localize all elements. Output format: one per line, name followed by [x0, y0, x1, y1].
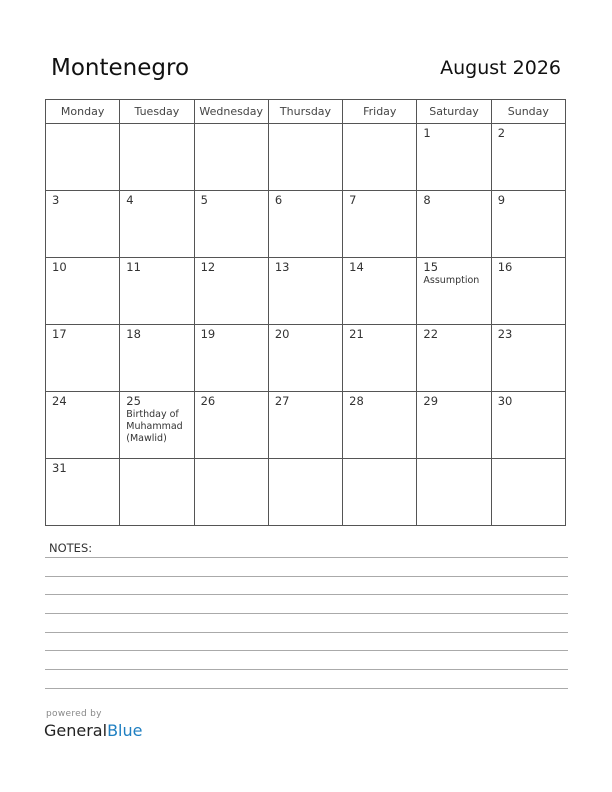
- day-cell: [194, 459, 268, 526]
- day-cell: [120, 258, 194, 325]
- day-cell: [120, 191, 194, 258]
- week-row: [46, 124, 566, 191]
- day-number: 4: [126, 193, 134, 207]
- brand-general: General: [44, 721, 108, 740]
- day-cell: [343, 459, 417, 526]
- day-cell: [46, 191, 120, 258]
- day-cell: [417, 392, 491, 459]
- day-cell: [268, 191, 342, 258]
- holiday-label: Birthday of Muhammad (Mawlid): [126, 409, 183, 444]
- notes-line: [45, 632, 568, 633]
- day-number: 22: [423, 327, 439, 341]
- day-cell: [268, 124, 342, 191]
- day-number: 29: [423, 394, 439, 408]
- day-number: 9: [497, 193, 506, 207]
- day-number: 16: [497, 260, 513, 274]
- day-cell: [417, 124, 491, 191]
- weekday-saturday: Saturday: [417, 100, 491, 124]
- day-cell: [46, 258, 120, 325]
- day-number: 10: [52, 260, 67, 274]
- day-number: 18: [126, 327, 141, 341]
- calendar-country-title: Montenegro: [51, 55, 190, 81]
- notes-line: [45, 650, 568, 651]
- day-cell: [268, 459, 342, 526]
- day-number: 20: [274, 327, 290, 341]
- day-number: 28: [349, 394, 364, 408]
- day-cell: [194, 392, 268, 459]
- day-number: 24: [52, 394, 67, 408]
- brand-blue: Blue: [107, 721, 143, 740]
- weekday-tuesday: Tuesday: [120, 100, 194, 124]
- weekday-friday: Friday: [343, 100, 417, 124]
- day-number: 23: [497, 327, 513, 341]
- day-cell: [417, 459, 491, 526]
- week-row: [46, 392, 566, 459]
- day-cell: [491, 191, 565, 258]
- day-cell: [343, 191, 417, 258]
- day-cell: [46, 325, 120, 392]
- day-cell: [491, 459, 565, 526]
- day-number: 27: [274, 394, 290, 408]
- day-cell: [46, 459, 120, 526]
- day-cell: [194, 124, 268, 191]
- day-number: 5: [200, 193, 208, 207]
- day-cell: [417, 325, 491, 392]
- notes-line: [45, 557, 568, 558]
- notes-line: [45, 669, 568, 670]
- day-cell: [120, 392, 194, 459]
- day-cell: [268, 392, 342, 459]
- holiday-label: Assumption: [423, 275, 480, 286]
- brand-logo: [44, 721, 142, 740]
- day-number: 6: [274, 193, 283, 207]
- day-number: 26: [200, 394, 216, 408]
- day-number: 14: [349, 260, 364, 274]
- day-cell: [194, 191, 268, 258]
- day-cell: [194, 325, 268, 392]
- calendar-month-title: August 2026: [440, 57, 561, 79]
- day-cell: [46, 124, 120, 191]
- notes-label: NOTES:: [49, 541, 93, 555]
- notes-line: [45, 594, 568, 595]
- weekday-thursday: Thursday: [268, 100, 342, 124]
- day-number: 2: [497, 126, 506, 140]
- weekday-sunday: Sunday: [491, 100, 565, 124]
- day-cell: [194, 258, 268, 325]
- notes-line: [45, 613, 568, 614]
- day-number: 30: [497, 394, 513, 408]
- day-number: 1: [423, 126, 431, 140]
- notes-line: [45, 576, 568, 577]
- day-cell: [120, 325, 194, 392]
- week-row: [46, 258, 566, 325]
- day-cell: [46, 392, 120, 459]
- week-row: [46, 325, 566, 392]
- day-number: 25: [126, 394, 141, 408]
- day-number: 15: [423, 260, 439, 274]
- day-cell: [417, 258, 491, 325]
- calendar-grid: [45, 99, 566, 526]
- weekday-header-row: [46, 100, 566, 124]
- notes-line: [45, 688, 568, 689]
- day-cell: [343, 124, 417, 191]
- day-number: 13: [274, 260, 290, 274]
- week-row: [46, 459, 566, 526]
- week-row: [46, 191, 566, 258]
- day-cell: [491, 124, 565, 191]
- day-cell: [268, 258, 342, 325]
- day-cell: [120, 124, 194, 191]
- day-number: 21: [349, 327, 364, 341]
- day-number: 31: [52, 461, 67, 475]
- day-cell: [417, 191, 491, 258]
- day-cell: [343, 392, 417, 459]
- day-cell: [120, 459, 194, 526]
- day-number: 11: [126, 260, 141, 274]
- day-number: 3: [52, 193, 60, 207]
- day-cell: [491, 325, 565, 392]
- day-number: 7: [349, 193, 357, 207]
- day-cell: [491, 258, 565, 325]
- weekday-wednesday: Wednesday: [194, 100, 268, 124]
- powered-by-text: powered by: [46, 709, 102, 719]
- day-cell: [343, 325, 417, 392]
- day-cell: [491, 392, 565, 459]
- day-number: 17: [52, 327, 67, 341]
- day-cell: [268, 325, 342, 392]
- day-number: 12: [200, 260, 216, 274]
- day-number: 19: [200, 327, 216, 341]
- weekday-monday: Monday: [46, 100, 120, 124]
- day-cell: [343, 258, 417, 325]
- day-number: 8: [423, 193, 431, 207]
